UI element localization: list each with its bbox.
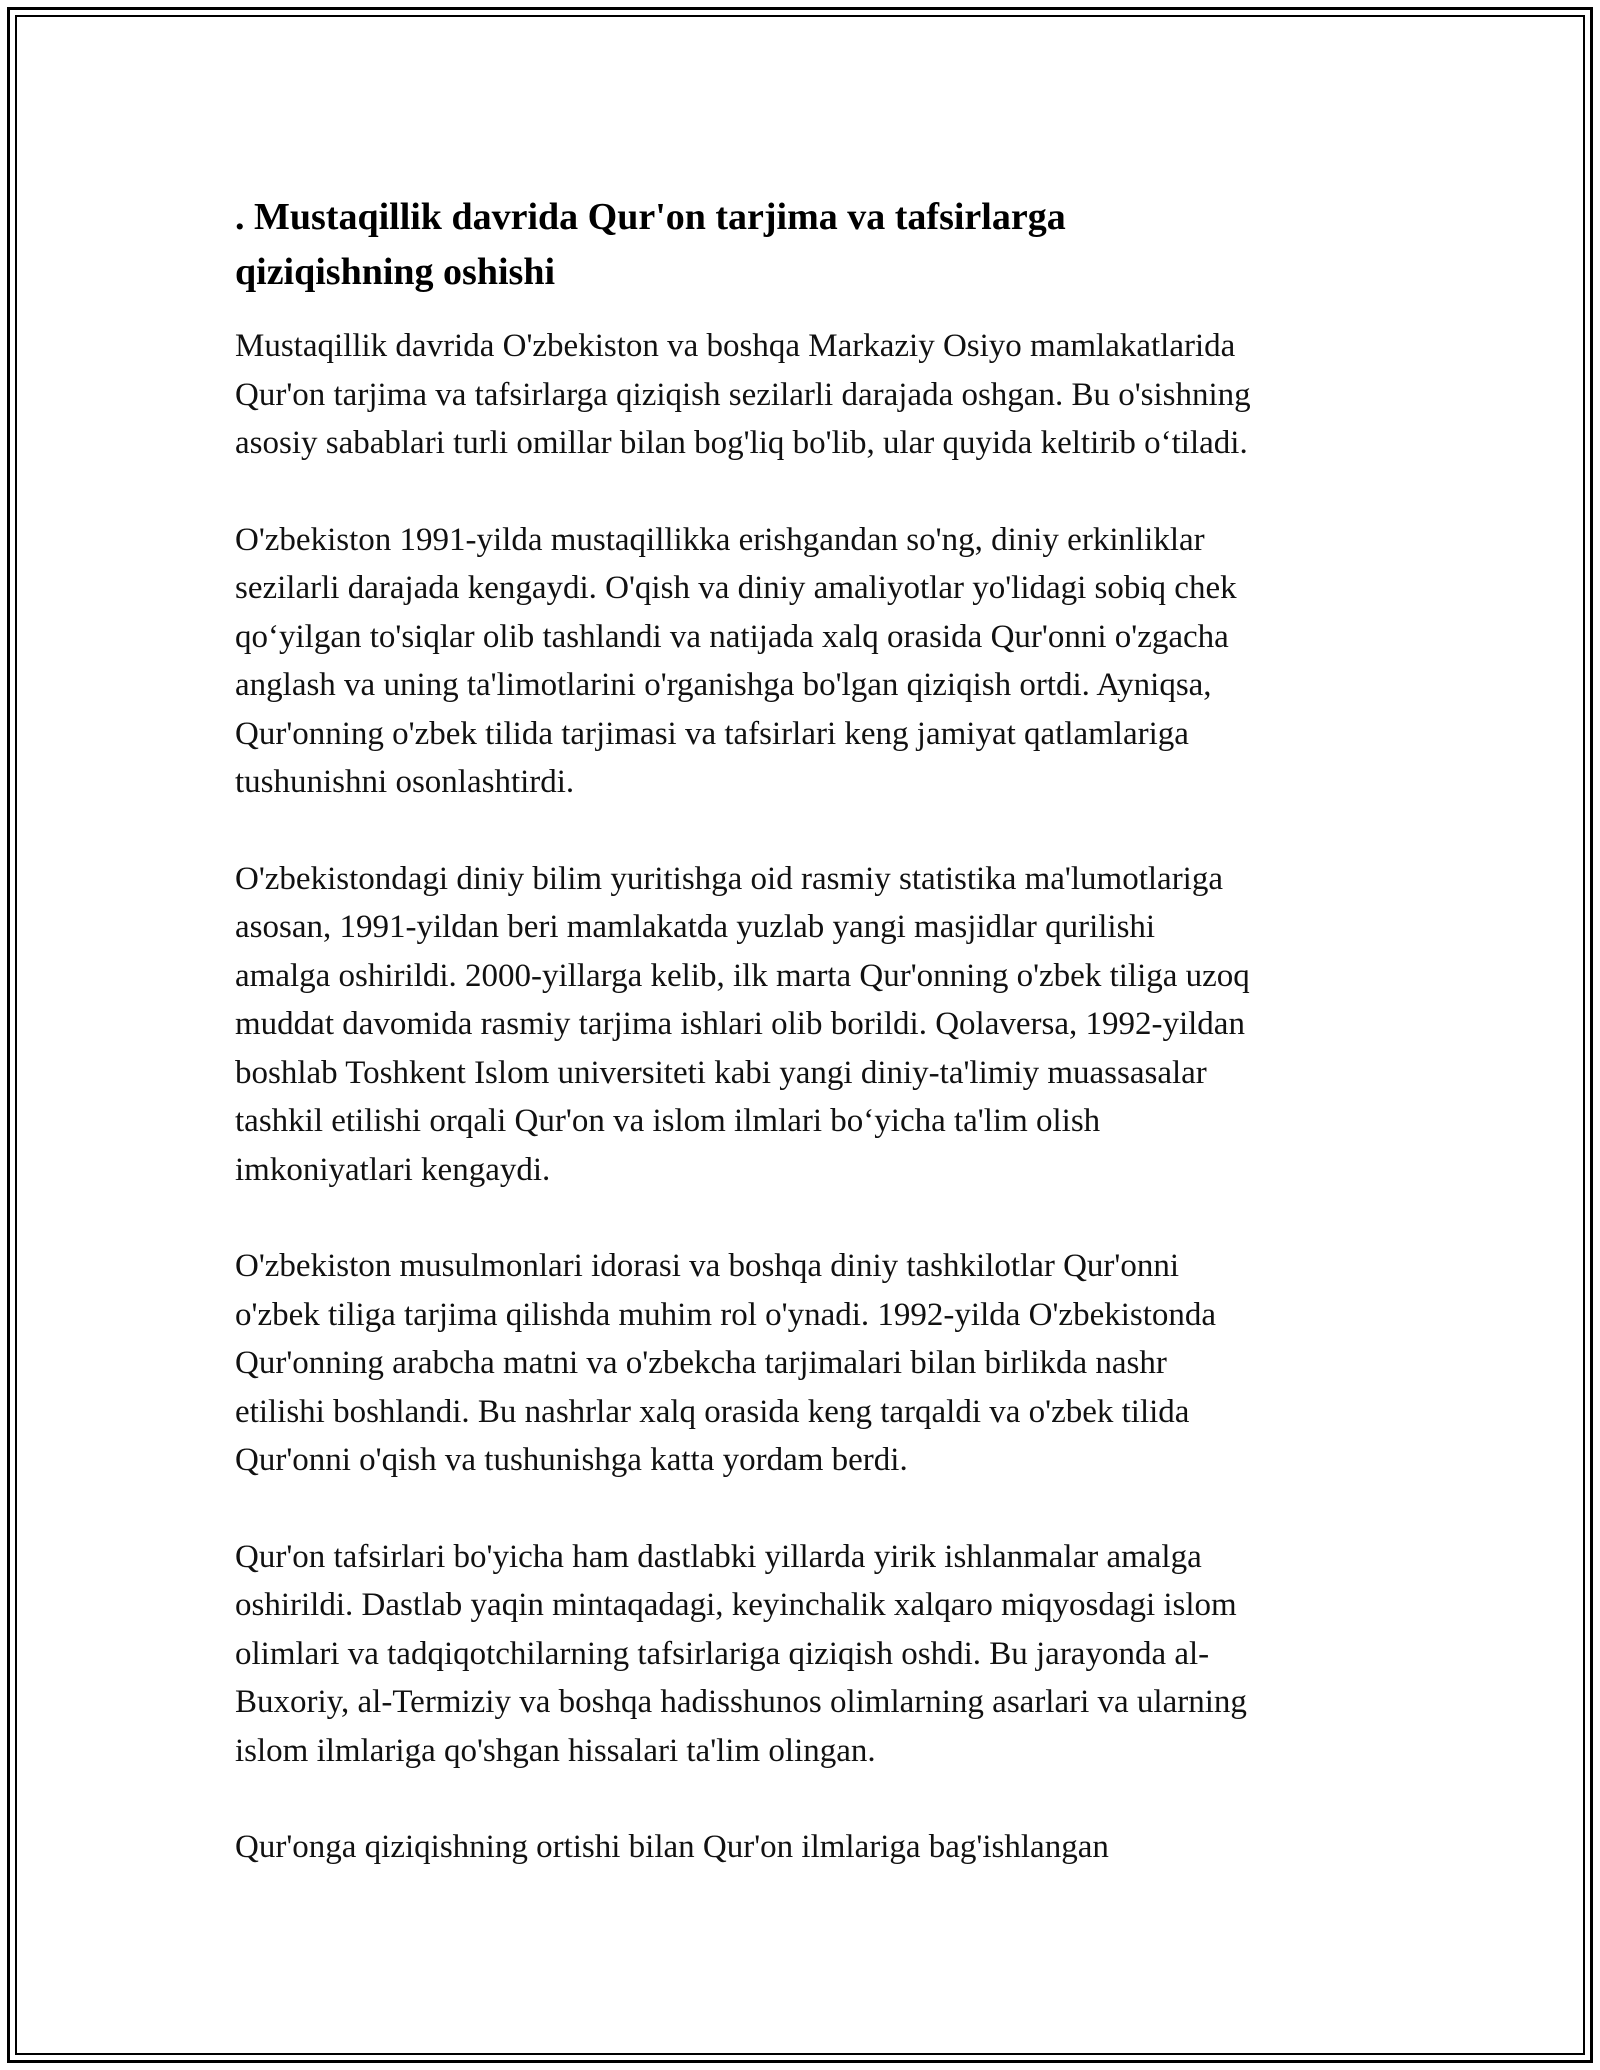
paragraph-line: islom ilmlariga qo'shgan hissalari ta'lim olingan. [235, 1732, 876, 1769]
paragraph-5 [235, 1533, 1370, 1776]
paragraph-line: asosiy sabablari turli omillar bilan bog'liq bo'lib, ular quyida keltirib o‘tiladi. [235, 425, 1248, 461]
paragraph-3 [235, 855, 1370, 1195]
paragraph-line: oshirildi. Dastlab yaqin mintaqadagi, keyinchalik xalqaro miqyosdagi islom [235, 1587, 1237, 1623]
paragraph-line: imkoniyatlari kengaydi. [235, 1151, 551, 1188]
paragraph-line: boshlab Toshkent Islom universiteti kabi yangi diniy-ta'limiy muassasalar [235, 1054, 1207, 1091]
document-body [235, 190, 1370, 1920]
paragraph-line: Qur'onga qiziqishning ortishi bilan Qur'on ilmlariga bag'ishlangan [235, 1829, 1109, 1865]
paragraph-line: qo‘yilgan to'siqlar olib tashlandi va natijada xalq orasida Qur'onni o'zgacha [235, 618, 1229, 655]
paragraph-4 [235, 1242, 1370, 1485]
paragraph-1 [235, 322, 1370, 468]
paragraph-line: amalga oshirildi. 2000-yillarga kelib, ilk marta Qur'onning o'zbek tiliga uzoq [235, 957, 1250, 994]
section-heading [235, 190, 1370, 300]
paragraph-line: Qur'on tafsirlari bo'yicha ham dastlabki yillarda yirik ishlanmalar amalga [235, 1538, 1202, 1575]
paragraph-line: O'zbekiston 1991-yilda mustaqillikka erishgandan so'ng, diniy erkinliklar [235, 521, 1205, 558]
paragraph-line: anglash va uning ta'limotlarini o'rganishga bo'lgan qiziqish ortdi. Ayniqsa, [235, 667, 1212, 703]
paragraph-line: o'zbek tiliga tarjima qilishda muhim rol o'ynadi. 1992-yilda O'zbekistonda [235, 1296, 1217, 1333]
paragraph-line: Mustaqillik davrida O'zbekiston va boshqa Markaziy Osiyo mamlakatlarida [235, 328, 1236, 364]
paragraph-6 [235, 1823, 1370, 1872]
paragraph-line: muddat davomida rasmiy tarjima ishlari olib borildi. Qolaversa, 1992-yildan [235, 1006, 1245, 1042]
paragraph-line: asosan, 1991-yildan beri mamlakatda yuzlab yangi masjidlar qurilishi [235, 909, 1156, 945]
section-heading-line-2: qiziqishning oshishi [235, 251, 556, 293]
paragraph-line: sezilarli darajada kengaydi. O'qish va diniy amaliyotlar yo'lidagi sobiq chek [235, 570, 1237, 606]
paragraph-line: Qur'onning arabcha matni va o'zbekcha tarjimalari bilan birlikda nashr [235, 1345, 1167, 1381]
paragraph-line: O'zbekistondagi diniy bilim yuritishga oid rasmiy statistika ma'lumotlariga [235, 860, 1224, 897]
section-heading-line-1: . Mustaqillik davrida Qur'on tarjima va tafsirlarga [235, 196, 1066, 238]
paragraph-line: Qur'onning o'zbek tilida tarjimasi va tafsirlari keng jamiyat qatlamlariga [235, 715, 1189, 752]
paragraph-line: Qur'onni o'qish va tushunishga katta yordam berdi. [235, 1442, 908, 1478]
paragraph-line: O'zbekiston musulmonlari idorasi va boshqa diniy tashkilotlar Qur'onni [235, 1248, 1180, 1284]
paragraph-line: tushunishni osonlashtirdi. [235, 764, 575, 800]
paragraph-line: Qur'on tarjima va tafsirlarga qiziqish sezilarli darajada oshgan. Bu o'sishning [235, 376, 1251, 413]
paragraph-line: Buxoriy, al-Termiziy va boshqa hadisshunos olimlarning asarlari va ularning [235, 1684, 1247, 1720]
paragraph-line: tashkil etilishi orqali Qur'on va islom ilmlari bo‘yicha ta'lim olish [235, 1103, 1101, 1139]
paragraph-line: olimlari va tadqiqotchilarning tafsirlariga qiziqish oshdi. Bu jarayonda al- [235, 1635, 1210, 1672]
paragraph-line: etilishi boshlandi. Bu nashrlar xalq orasida keng tarqaldi va o'zbek tilida [235, 1393, 1190, 1430]
paragraph-2 [235, 516, 1370, 807]
